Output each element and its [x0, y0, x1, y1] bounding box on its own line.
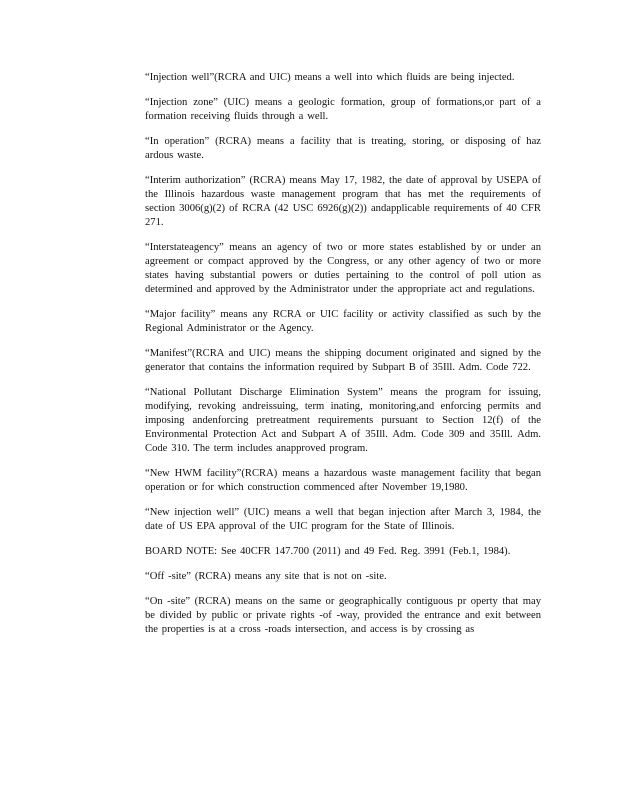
definition-new-injection-well: “New injection well” (UIC) means a well that began injection after March 3, 1984, the date of US EPA approval of the UIC program for the State of Illinois.: [145, 507, 541, 532]
definition-interim-authorization: “Interim authorization” (RCRA) means May 17, 1982, the date of approval by USEPA of the Illinois hazardous waste management program that has met the requirements of section 3006(g)(2) of RCRA (42 USC 6926(g)(2)) andapplicable requirements of 40 CFR 271.: [145, 175, 541, 228]
definition-off-site: “Off -site” (RCRA) means any site that is not on -site.: [145, 571, 387, 582]
definition-major-facility: “Major facility” means any RCRA or UIC facility or activity classified as such by the Regional Administrator or the Agency.: [145, 309, 541, 334]
definition-manifest: “Manifest”(RCRA and UIC) means the shipping document originated and signed by the generator that contains the information required by Subpart B of 35Ill. Adm. Code 722.: [145, 348, 541, 373]
definition-injection-well: “Injection well”(RCRA and UIC) means a well into which fluids are being injected.: [145, 72, 515, 83]
definition-injection-zone: “Injection zone” (UIC) means a geologic formation, group of formations,or part of a formation receiving fluids through a well.: [145, 97, 541, 122]
definition-interstate-agency: “Interstateagency” means an agency of two or more states established by or under an agreement or compact approved by the Congress, or any other agency of two or more states having substantial powers or duties pertaining to the control of poll ution as determined and approved by the Administrator under the appropriate act and regulations.: [145, 242, 541, 295]
document-page: [145, 71, 541, 648]
board-note: BOARD NOTE: See 40CFR 147.700 (2011) and 49 Fed. Reg. 3991 (Feb.1, 1984).: [145, 546, 511, 557]
definition-new-hwm-facility: “New HWM facility”(RCRA) means a hazardous waste management facility that began operation or for which construction commenced after November 19,1980.: [145, 468, 541, 493]
definition-in-operation: “In operation” (RCRA) means a facility that is treating, storing, or disposing of haz ardous waste.: [145, 136, 541, 161]
definition-npdes: “National Pollutant Discharge Elimination System” means the program for issuing, modifying, revoking andreissuing, term inating, monitoring,and enforcing permits and imposing andenforcing pretreatment requirements pursuant to Section 12(f) of the Environmental Protection Act and Subpart A of 35Ill. Adm. Code 309 and 35Ill. Adm. Code 310. The term includes anapproved program.: [145, 387, 541, 454]
definition-on-site: “On -site” (RCRA) means on the same or geographically contiguous pr operty that may be divided by public or private rights -of -way, provided the entrance and exit between the properties is at a cross -roads intersection, and access is by crossing as: [145, 596, 541, 635]
